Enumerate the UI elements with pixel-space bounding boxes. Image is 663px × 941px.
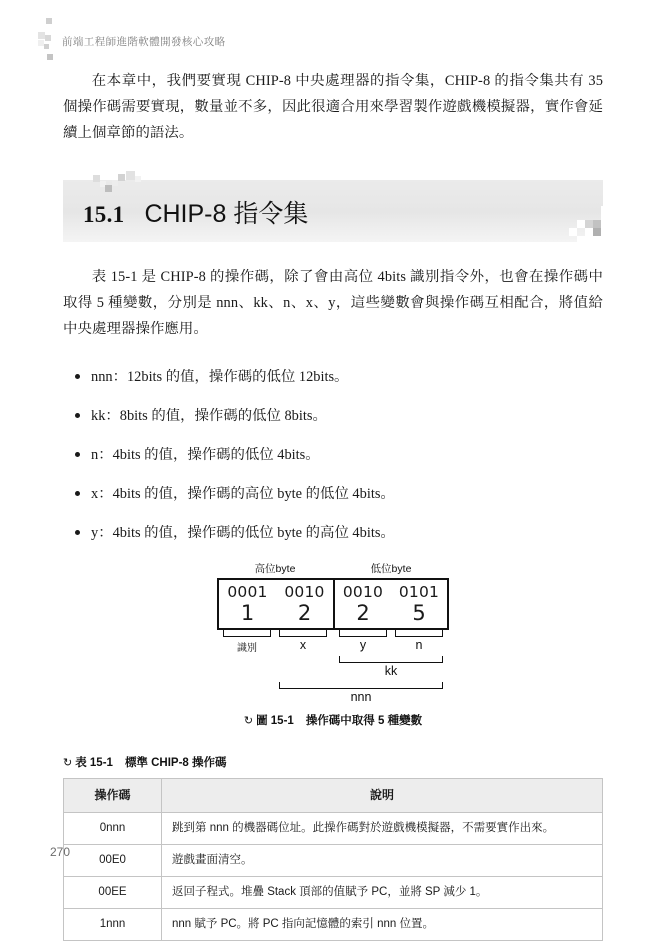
bracket-label-x: x bbox=[299, 638, 307, 652]
hex-digit-0: 1 bbox=[240, 601, 255, 625]
opcode-bit-box bbox=[217, 578, 449, 630]
bullet-dot-icon bbox=[75, 374, 80, 379]
list-item bbox=[63, 405, 603, 427]
bracket-label-kk: kk bbox=[384, 664, 398, 678]
bit-nibble-2: 0010 bbox=[342, 583, 384, 601]
cell-opcode: 00EE bbox=[64, 877, 162, 909]
bracket-label-nnn: nnn bbox=[350, 690, 372, 704]
bracket-y bbox=[339, 630, 387, 637]
bracket-kk bbox=[339, 656, 443, 663]
bracket-label-y: y bbox=[359, 638, 367, 652]
low-byte-hex bbox=[335, 601, 447, 625]
hex-digit-3: 5 bbox=[412, 601, 426, 625]
table-caption-marker-icon: ↻ bbox=[63, 756, 73, 769]
bit-nibble-1: 0010 bbox=[284, 583, 325, 601]
list-item bbox=[63, 522, 603, 544]
running-header bbox=[0, 28, 663, 62]
table-caption-label: 表 15-1 bbox=[75, 757, 113, 769]
low-byte-label: 低位byte bbox=[370, 563, 412, 575]
opcode-table bbox=[63, 778, 603, 941]
header-title: 前端工程師進階軟體開發核心攻略 bbox=[62, 37, 226, 48]
bracket-identify bbox=[223, 630, 271, 637]
byte-labels bbox=[217, 561, 449, 578]
body-paragraph: 表 15-1 是 CHIP-8 的操作碼，除了會由高位 4bits 識別指令外，也會在操作碼中取得 5 種變數，分別是 nnn、kk、n、x、y，這些變數會與操作碼互相配合，將值給中央處理器操作應用。 bbox=[63, 269, 603, 337]
figure-caption-label: 圖 15-1 bbox=[256, 715, 294, 727]
bracket-n bbox=[395, 630, 443, 637]
cell-opcode: 0nnn bbox=[64, 813, 162, 845]
page-content bbox=[63, 68, 603, 941]
figure-caption bbox=[217, 712, 449, 728]
cell-opcode: 1nnn bbox=[64, 909, 162, 941]
table-caption bbox=[63, 754, 603, 770]
hex-digit-2: 2 bbox=[356, 601, 370, 625]
cell-description: 遊戲畫面清空。 bbox=[162, 845, 603, 877]
section-heading bbox=[63, 180, 603, 242]
list-item-label: y：4bits 的值，操作碼的低位 byte 的高位 4bits。 bbox=[91, 525, 395, 541]
table-row bbox=[64, 909, 603, 941]
column-header-opcode: 操作碼 bbox=[64, 779, 162, 813]
high-byte-bits bbox=[219, 583, 333, 601]
opcode-figure bbox=[63, 561, 603, 728]
intro-paragraph: 在本章中，我們要實現 CHIP-8 中央處理器的指令集，CHIP-8 的指令集共有 35 個操作碼需要實現，數量並不多，因此很適合用來學習製作遊戲機模擬器，實作會延續上個章節的語法。 bbox=[63, 73, 603, 141]
bracket-label-n: n bbox=[415, 638, 423, 652]
high-byte-label: 高位byte bbox=[254, 563, 296, 575]
bit-nibble-0: 0001 bbox=[227, 583, 268, 601]
column-header-description: 說明 bbox=[162, 779, 603, 813]
heading-corner-decoration bbox=[569, 206, 611, 248]
table-caption-text: 標準 CHIP-8 操作碼 bbox=[124, 757, 227, 769]
table-row bbox=[64, 877, 603, 909]
cell-opcode: 00E0 bbox=[64, 845, 162, 877]
page-number: 270 bbox=[50, 845, 71, 859]
high-byte-hex bbox=[219, 601, 333, 625]
bracket-nnn bbox=[279, 682, 443, 689]
list-item bbox=[63, 483, 603, 505]
bullet-dot-icon bbox=[75, 452, 80, 457]
list-item-label: x：4bits 的值，操作碼的高位 byte 的低位 4bits。 bbox=[91, 486, 395, 502]
figure-brackets bbox=[217, 630, 449, 706]
bracket-label-identify: 識別 bbox=[237, 643, 257, 654]
table-header-row bbox=[64, 779, 603, 813]
variable-bullet-list bbox=[63, 366, 603, 544]
low-byte-cell bbox=[333, 580, 447, 628]
caption-marker-icon: ↻ bbox=[243, 714, 254, 727]
cell-description: nnn 賦予 PC。將 PC 指向記憶體的索引 nnn 位置。 bbox=[162, 909, 603, 941]
cell-description: 跳到第 nnn 的機器碼位址。此操作碼對於遊戲機模擬器，不需要實作出來。 bbox=[162, 813, 603, 845]
bullet-dot-icon bbox=[75, 413, 80, 418]
table-row bbox=[64, 813, 603, 845]
bullet-dot-icon bbox=[75, 491, 80, 496]
list-item-label: n：4bits 的值，操作碼的低位 4bits。 bbox=[91, 447, 320, 463]
list-item-label: nnn：12bits 的值，操作碼的低位 12bits。 bbox=[91, 369, 349, 385]
cell-description: 返回子程式。堆疊 Stack 頂部的值賦予 PC，並將 SP 減少 1。 bbox=[162, 877, 603, 909]
list-item bbox=[63, 366, 603, 388]
hex-digit-1: 2 bbox=[297, 601, 312, 625]
figure-caption-text: 操作碼中取得 5 種變數 bbox=[305, 715, 423, 727]
bracket-x bbox=[279, 630, 327, 637]
section-number: 15.1 bbox=[83, 202, 125, 227]
bullet-dot-icon bbox=[75, 530, 80, 535]
section-title: CHIP-8 指令集 bbox=[144, 200, 309, 228]
section-heading-text bbox=[83, 194, 308, 230]
low-byte-bits bbox=[335, 583, 447, 601]
header-decoration-pixels bbox=[38, 18, 64, 64]
table-row bbox=[64, 845, 603, 877]
list-item bbox=[63, 444, 603, 466]
bit-nibble-3: 0101 bbox=[398, 583, 440, 601]
list-item-label: kk：8bits 的值，操作碼的低位 8bits。 bbox=[91, 408, 327, 424]
high-byte-cell bbox=[219, 580, 333, 628]
